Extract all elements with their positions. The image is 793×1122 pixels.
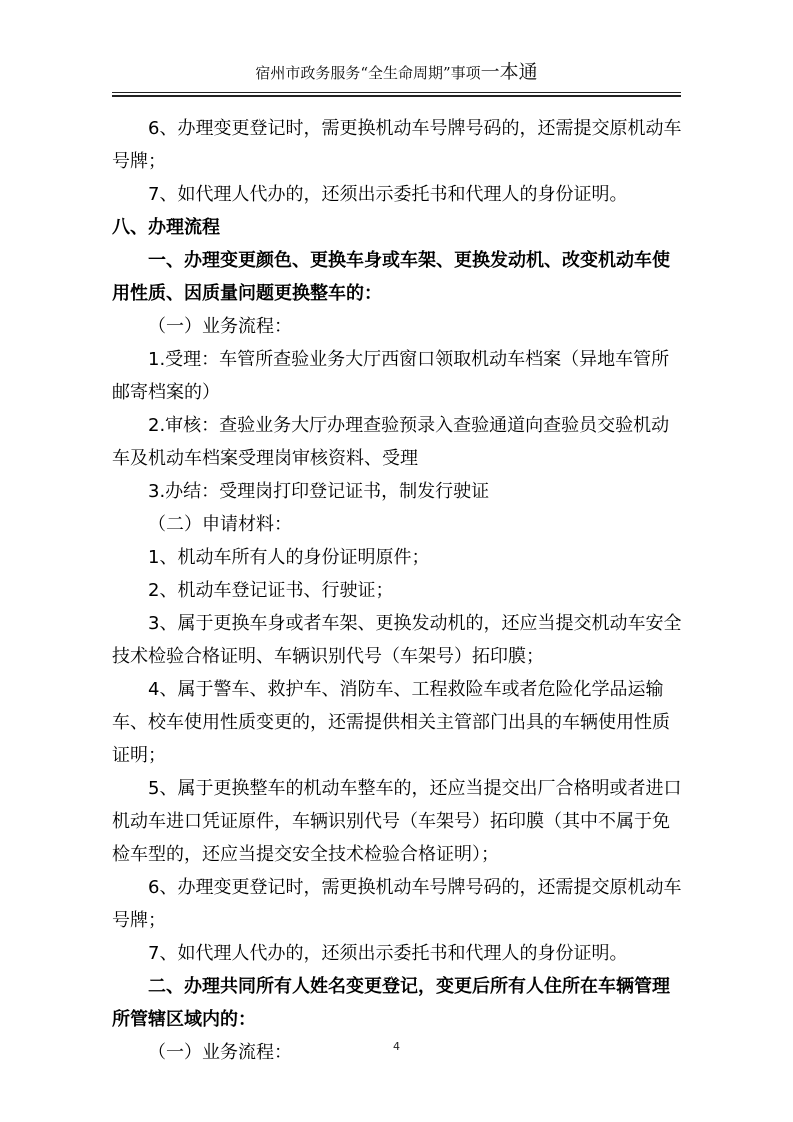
- paragraph: 6、办理变更登记时，需更换机动车号牌号码的，还需提交原机动车号牌；: [112, 118, 682, 172]
- paragraph: 7、如代理人代办的，还须出示委托书和代理人的身份证明。: [148, 943, 628, 964]
- paragraph: 1、机动车所有人的身份证明原件；: [148, 547, 430, 568]
- subsection-heading: 一、办理变更颜色、更换车身或车架、更换发动机、改变机动车使用性质、因质量问题更换整车的：: [112, 250, 670, 304]
- paragraph: 6、办理变更登记时，需更换机动车号牌号码的，还需提交原机动车号牌；: [112, 877, 682, 931]
- paragraph: （一）业务流程：: [148, 1042, 292, 1063]
- header-rule-thick: [112, 95, 681, 97]
- header-rule-thin: [112, 92, 681, 93]
- header-title-main: 宿州市政务服务“全生命周期”事项: [255, 64, 481, 82]
- paragraph: 2.审核：查验业务大厅办理查验预录入查验通道向查验员交验机动车及机动车档案受理岗审核资料、受理: [112, 415, 670, 469]
- header-title-tail: 一本通: [480, 61, 538, 83]
- section-heading: 八、办理流程: [112, 217, 220, 238]
- paragraph: 7、如代理人代办的，还须出示委托书和代理人的身份证明。: [148, 184, 628, 205]
- paragraph: 4、属于警车、救护车、消防车、工程救险车或者危险化学品运输车、校车使用性质变更的，还需提供相关主管部门出具的车辆使用性质证明；: [112, 679, 670, 766]
- paragraph: 3、属于更换车身或者车架、更换发动机的，还应当提交机动车安全技术检验合格证明、车辆识别代号（车架号）拓印膜；: [112, 613, 682, 667]
- page-number: 4: [393, 1040, 400, 1053]
- paragraph: 5、属于更换整车的机动车整车的，还应当提交出厂合格明或者进口机动车进口凭证原件，车辆识别代号（车架号）拓印膜（其中不属于免检车型的，还应当提交安全技术检验合格证明）；: [112, 778, 682, 865]
- subsection-heading: 二、办理共同所有人姓名变更登记，变更后所有人住所在车辆管理所管辖区域内的：: [112, 976, 670, 1030]
- header-title: [0, 62, 793, 83]
- paragraph: 3.办结：受理岗打印登记证书，制发行驶证: [148, 481, 490, 502]
- paragraph: （二）申请材料：: [148, 514, 292, 535]
- paragraph: 1.受理：车管所查验业务大厅西窗口领取机动车档案（异地车管所邮寄档案的）: [112, 349, 670, 403]
- page-header: [0, 0, 793, 101]
- paragraph: （一）业务流程：: [148, 316, 292, 337]
- document-body: [112, 112, 684, 1069]
- paragraph: 2、机动车登记证书、行驶证；: [148, 580, 394, 601]
